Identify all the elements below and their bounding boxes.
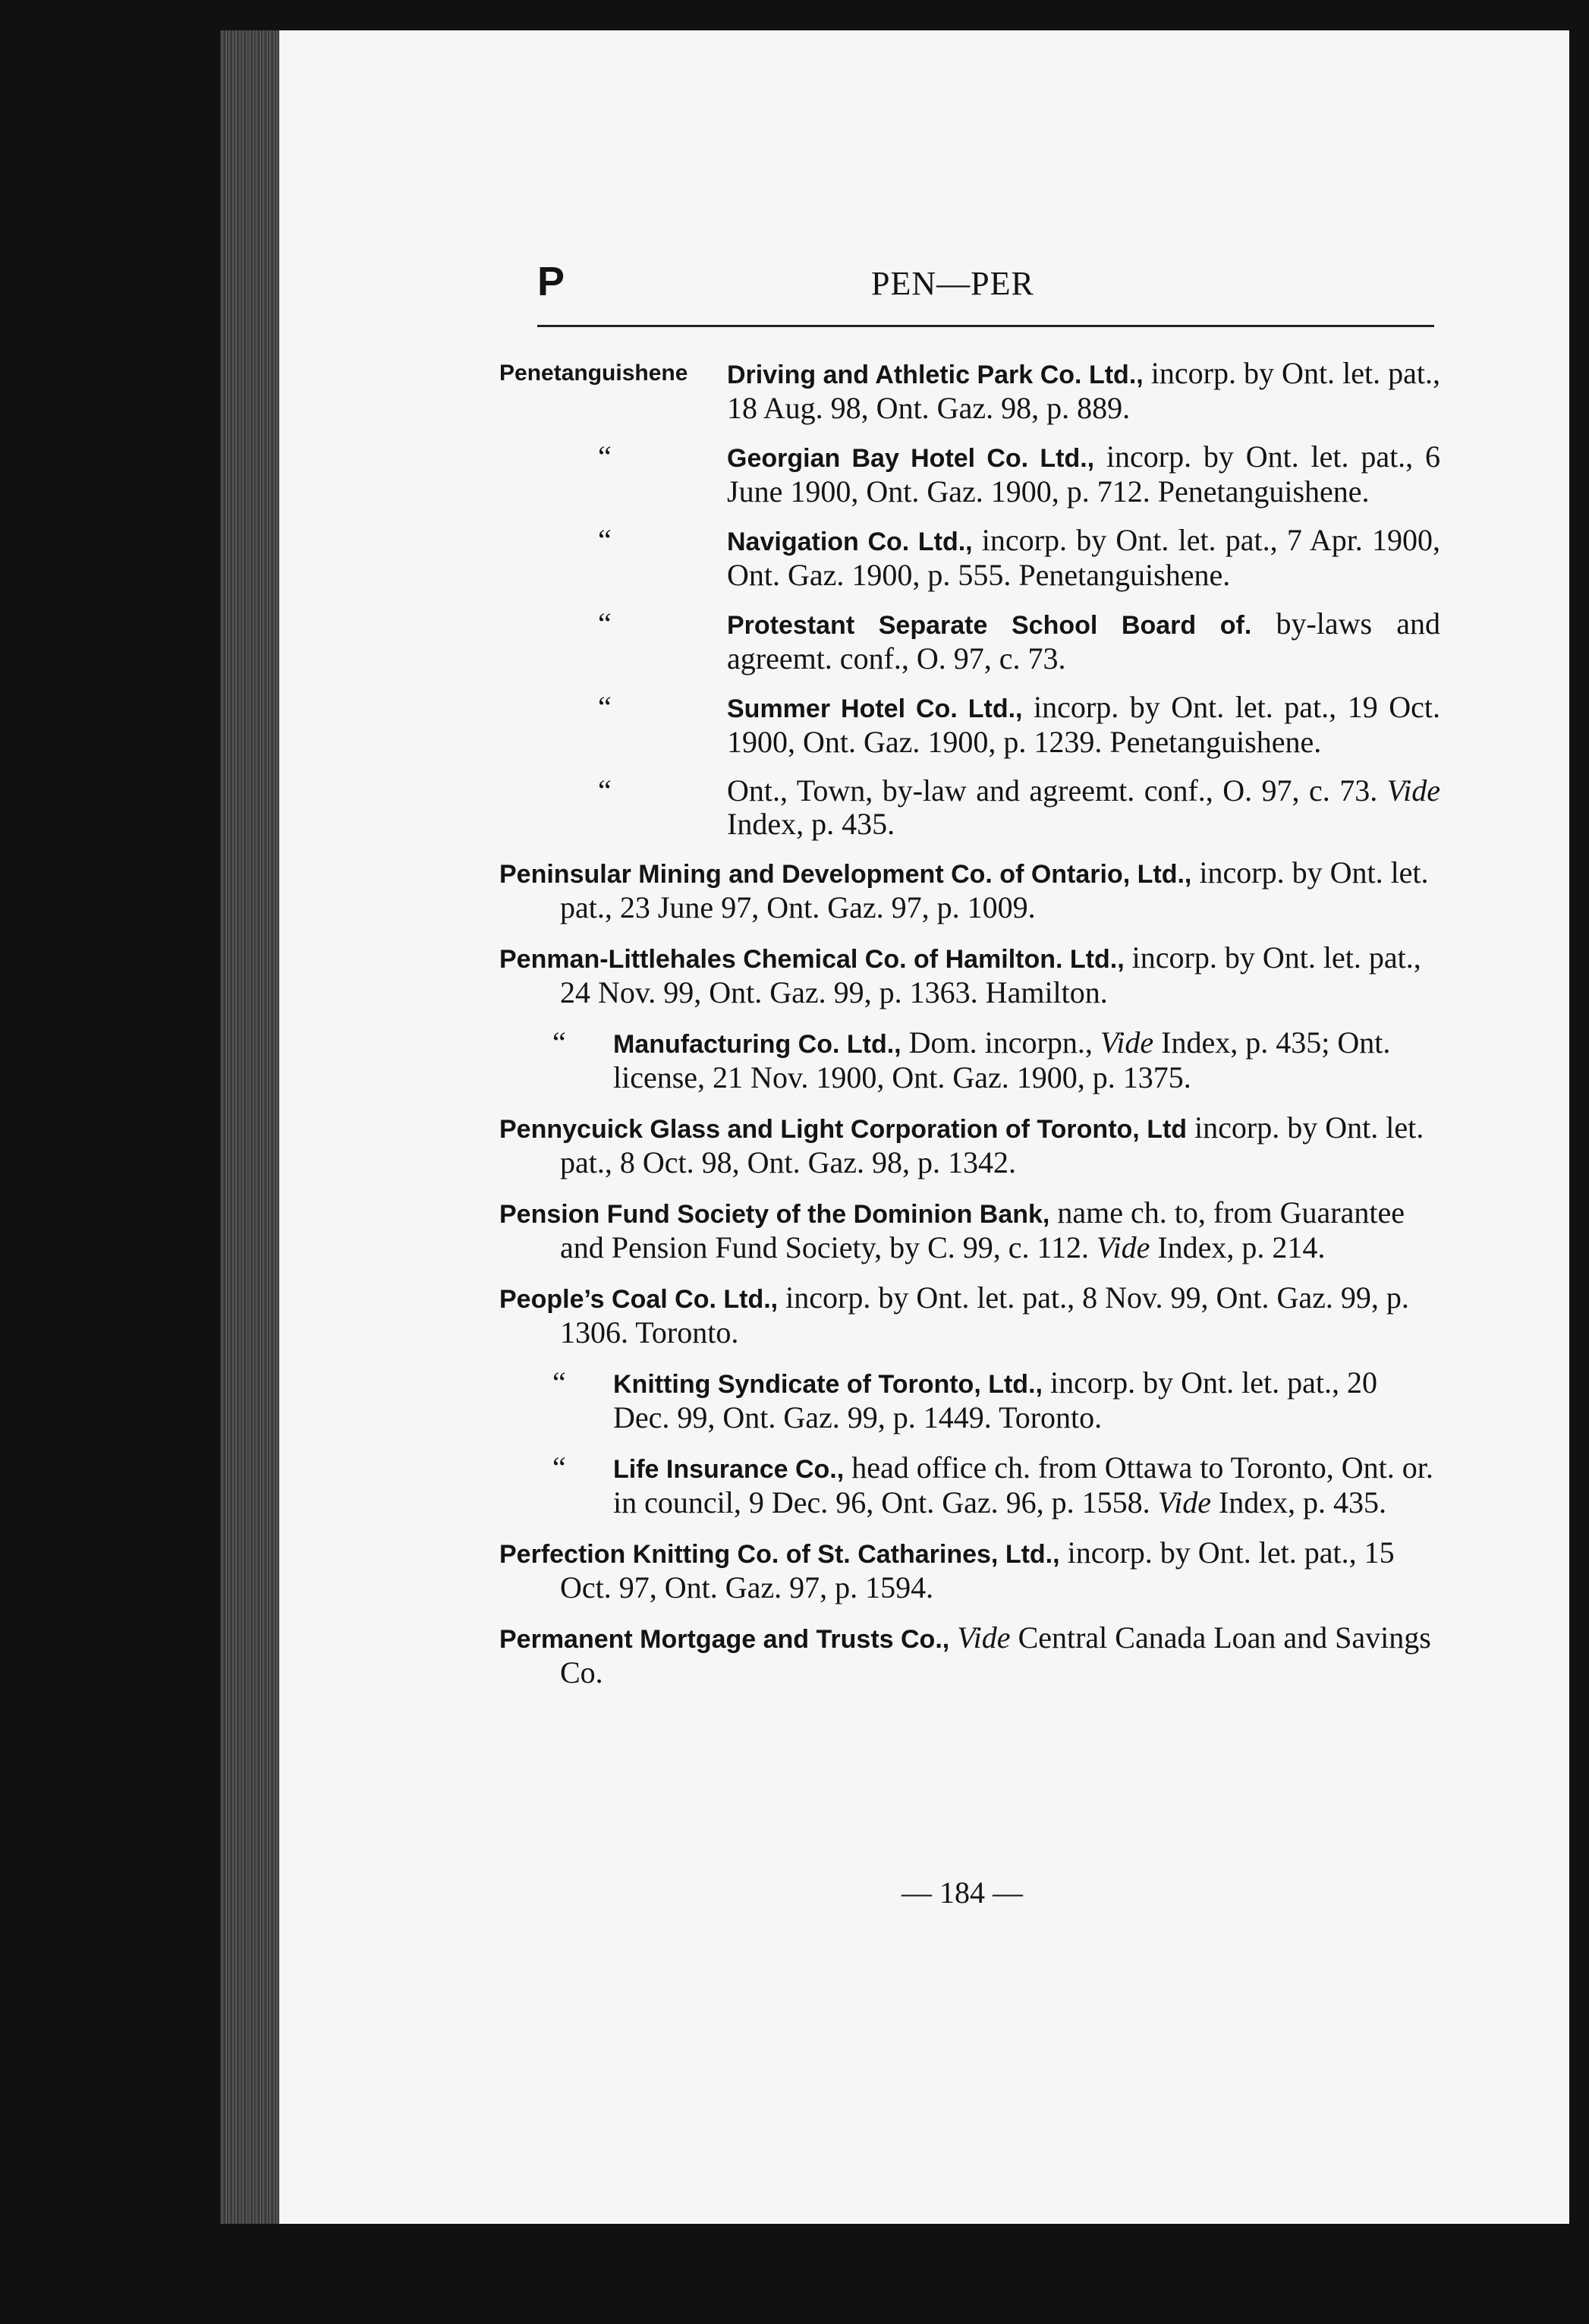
group-entry-text: Georgian Bay Hotel Co. Ltd., incorp. by Ont. let. pat., 6 June 1900, Ont. Gaz. 1900, p. 712. Penetanguishene. — [727, 439, 1440, 509]
index-entry: Peninsular Mining and Development Co. of Ontario, Ltd., incorp. by Ont. let. pat., 23 June 97, Ont. Gaz. 97, p. 1009. — [499, 855, 1429, 924]
group-entry-text: Driving and Athletic Park Co. Ltd., incorp. by Ont. let. pat., 18 Aug. 98, Ont. Gaz. 98, p. 889. — [727, 356, 1440, 425]
group-entry-text: Summer Hotel Co. Ltd., incorp. by Ont. let. pat., 19 Oct. 1900, Ont. Gaz. 1900, p. 1239. Penetanguishene. — [727, 690, 1440, 759]
penetanguishene-group-row-3 — [499, 607, 1440, 675]
penetanguishene-group-row-1 — [499, 440, 1440, 509]
index-entry: Permanent Mortgage and Trusts Co., Vide Central Canada Loan and Savings Co. — [499, 1620, 1431, 1689]
group-lead: Penetanguishene — [499, 361, 688, 386]
ditto-mark: “ — [552, 1365, 566, 1400]
penetanguishene-group-row-5 — [499, 774, 1440, 841]
running-head: PEN—PER — [871, 265, 1034, 302]
page-number: — 184 — — [901, 1875, 1023, 1910]
page-gutter-shadow — [220, 30, 281, 2224]
entries-list — [499, 357, 1440, 1706]
ditto-mark: “ — [598, 439, 612, 474]
index-entry: Perfection Knitting Co. of St. Catharines, Ltd., incorp. by Ont. let. pat., 15 Oct. 97, Ont. Gaz. 97, p. 1594. — [499, 1535, 1395, 1604]
ditto-mark: “ — [552, 1025, 566, 1060]
ditto-mark: “ — [598, 523, 612, 557]
section-letter: P — [537, 259, 565, 304]
ditto-mark: “ — [598, 606, 612, 641]
index-entry: Pension Fund Society of the Dominion Bank, name ch. to, from Guarantee and Pension Fund Society, by C. 99, c. 112. Vide Index, p. 214. — [499, 1195, 1405, 1264]
index-subentry: “ Life Insurance Co., head office ch. from Ottawa to Toronto, Ont. or. in council, 9 Dec. 96, Ont. Gaz. 96, p. 1558. Vide Index, p. 435. — [552, 1450, 1433, 1519]
ditto-mark: “ — [598, 773, 612, 808]
ditto-mark: “ — [598, 690, 612, 724]
group-entry-text: Protestant Separate School Board of. by-laws and agreemt. conf., O. 97, c. 73. — [727, 606, 1440, 675]
header-rule — [537, 325, 1434, 327]
index-subentry: “ Manufacturing Co. Ltd., Dom. incorpn., Vide Index, p. 435; Ont. license, 21 Nov. 1900, Ont. Gaz. 1900, p. 1375. — [552, 1025, 1391, 1094]
penetanguishene-group-row-2 — [499, 524, 1440, 592]
ditto-mark: “ — [552, 1450, 566, 1485]
document-page — [279, 30, 1569, 2224]
index-entry: Penman-Littlehales Chemical Co. of Hamilton. Ltd., incorp. by Ont. let. pat., 24 Nov. 99, Ont. Gaz. 99, p. 1363. Hamilton. — [499, 940, 1421, 1009]
index-entry: Pennycuick Glass and Light Corporation of Toronto, Ltd incorp. by Ont. let. pat., 8 Oct. 98, Ont. Gaz. 98, p. 1342. — [499, 1110, 1424, 1179]
index-subentry: “ Knitting Syndicate of Toronto, Ltd., incorp. by Ont. let. pat., 20 Dec. 99, Ont. Gaz. 99, p. 1449. Toronto. — [552, 1365, 1378, 1434]
group-entry-text: Navigation Co. Ltd., incorp. by Ont. let. pat., 7 Apr. 1900, Ont. Gaz. 1900, p. 555. Penetanguishene. — [727, 523, 1440, 592]
penetanguishene-group-row-0 — [499, 357, 1440, 425]
group-entry-text: Ont., Town, by-law and agreemt. conf., O. 97, c. 73. Vide Index, p. 435. — [727, 773, 1440, 841]
index-entry: People’s Coal Co. Ltd., incorp. by Ont. let. pat., 8 Nov. 99, Ont. Gaz. 99, p. 1306. Toronto. — [499, 1280, 1409, 1349]
penetanguishene-group-row-4 — [499, 691, 1440, 759]
